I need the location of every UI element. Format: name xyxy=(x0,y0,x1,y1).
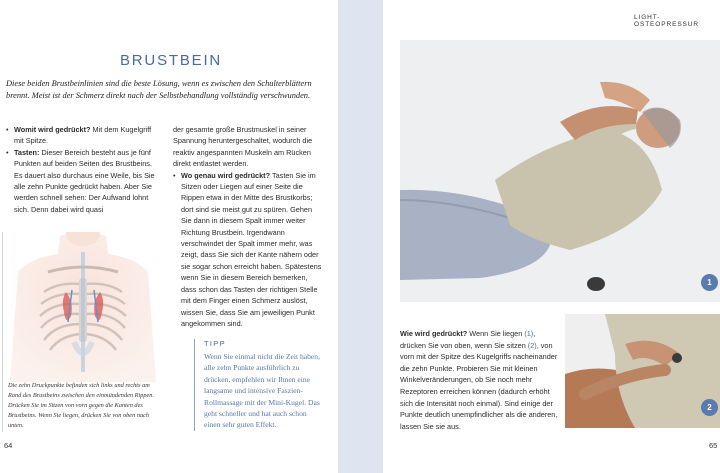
photo-badge-2: 2 xyxy=(701,399,718,416)
list-item-text: Tasten Sie im Sitzen oder Liegen auf einer Seite die Rippen etwa in der Mitte des Brustkorbs; dort sind sie meist gut zu spüren. Gehen Sie dann in diesem Spalt immer weiter Richtung Brustbein. Irgendwann verschwindet der Spalt immer mehr, was zeigt, dass Sie sich der Kante nähern oder sie sogar schon erreicht haben. Spätestens wenn Sie in diesem Bereich bemerken, dass schon das Tasten der richtigen Stelle mit dem Finger einen Schmerz auslöst, wissen Sie, dass Sie am jeweiligen Punkt angekommen sind. xyxy=(181,170,322,328)
page-title: BRUSTBEIN xyxy=(120,52,223,69)
continued-paragraph: der gesamte große Brustmuskel in seiner Spannung heruntergeschaltet, wodurch die reaktiv angespannten Muskeln am Rücken direkt entlastet werden. xyxy=(173,125,313,169)
caption-rule xyxy=(2,232,3,432)
figure-caption: Die zehn Druckpunkte befinden sich links und rechts am Rand des Brustbeins zwischen den einmündenden Rippen. Drücken Sie im Sitzen von vorn gegen die Kanten des Brustbeins. Wenn Sie liegen, drücken Sie von oben nach unten. xyxy=(8,382,155,429)
right-text-part: Wenn Sie liegen xyxy=(467,329,525,338)
list-item xyxy=(6,124,156,147)
list-item-lead: Tasten: xyxy=(14,147,40,157)
list-item-text: Dieser Bereich besteht aus je fünf Punkten auf beiden Seiten des Brustbeins. Es dauert also durchaus eine Weile, bis Sie alle zehn Punkte gedrückt haben. Aber Sie werden schnell sehen: Der Aufwand lohnt sich. Denn dabei wird quasi xyxy=(14,147,155,214)
tip-label: TIPP xyxy=(204,339,226,348)
running-header: LIGHT-OSTEOPRESSUR xyxy=(634,14,699,28)
photo-badge-1: 1 xyxy=(701,274,718,291)
book-gutter xyxy=(338,0,383,473)
intro-text: Diese beiden Brustbeinlinien sind die beste Lösung, wenn es zwischen den Schulterblättern brennt. Meist ist der Schmerz direkt nach der Selbstbehandlung vollständig verschwunden. xyxy=(6,79,312,100)
tip-rule xyxy=(194,339,195,431)
right-text-part: , drücken Sie von oben, wenn Sie sitzen xyxy=(400,329,536,350)
list-item xyxy=(6,147,156,215)
page-number-left: 64 xyxy=(4,441,13,450)
photo-sitting-illustration xyxy=(565,314,720,428)
text-column-1 xyxy=(6,124,156,215)
photo-sitting-pressure xyxy=(565,314,720,428)
list-item xyxy=(173,170,323,330)
photo-reference-1: (1) xyxy=(524,329,534,338)
photo-lying-illustration xyxy=(400,40,720,302)
photo-reference-2: (2) xyxy=(527,340,537,350)
list-item-text: Mit dem Kugelgriff mit Spitze. xyxy=(14,125,152,146)
right-body-text xyxy=(400,328,558,432)
ribcage-illustration xyxy=(8,232,158,382)
list-item-lead: Wo genau wird gedrückt? xyxy=(181,170,271,180)
page-number-right: 65 xyxy=(709,441,718,450)
right-text-lead: Wie wird gedrückt? xyxy=(400,329,468,338)
list-item-lead: Womit wird gedrückt? xyxy=(14,125,91,134)
tip-text: Wenn Sie einmal nicht die Zeit haben, alle zehn Punkte ausführlich zu drücken, empfehlen wir Ihnen eine langsame und intensive Faszien-Rollmassage mit der Mini-Kugel. Das geht schneller und hat auch schon einen sehr guten Effekt. xyxy=(204,352,321,430)
right-text-part: , von vorn mit der Spitze des Kugelgriffs nacheinander die zehn Punkte. Probieren Sie mit kleinen Winkelveränderungen, ob Sie noch mehr Rezeptoren erreichen können (dadurch erhöht sich die Intensität noch einmal). Sind einige der Punkte deutlich unempfindlicher als die anderen, lassen Sie sie aus. xyxy=(400,340,558,431)
photo-lying-pressure xyxy=(400,40,720,302)
text-column-2 xyxy=(173,124,323,329)
